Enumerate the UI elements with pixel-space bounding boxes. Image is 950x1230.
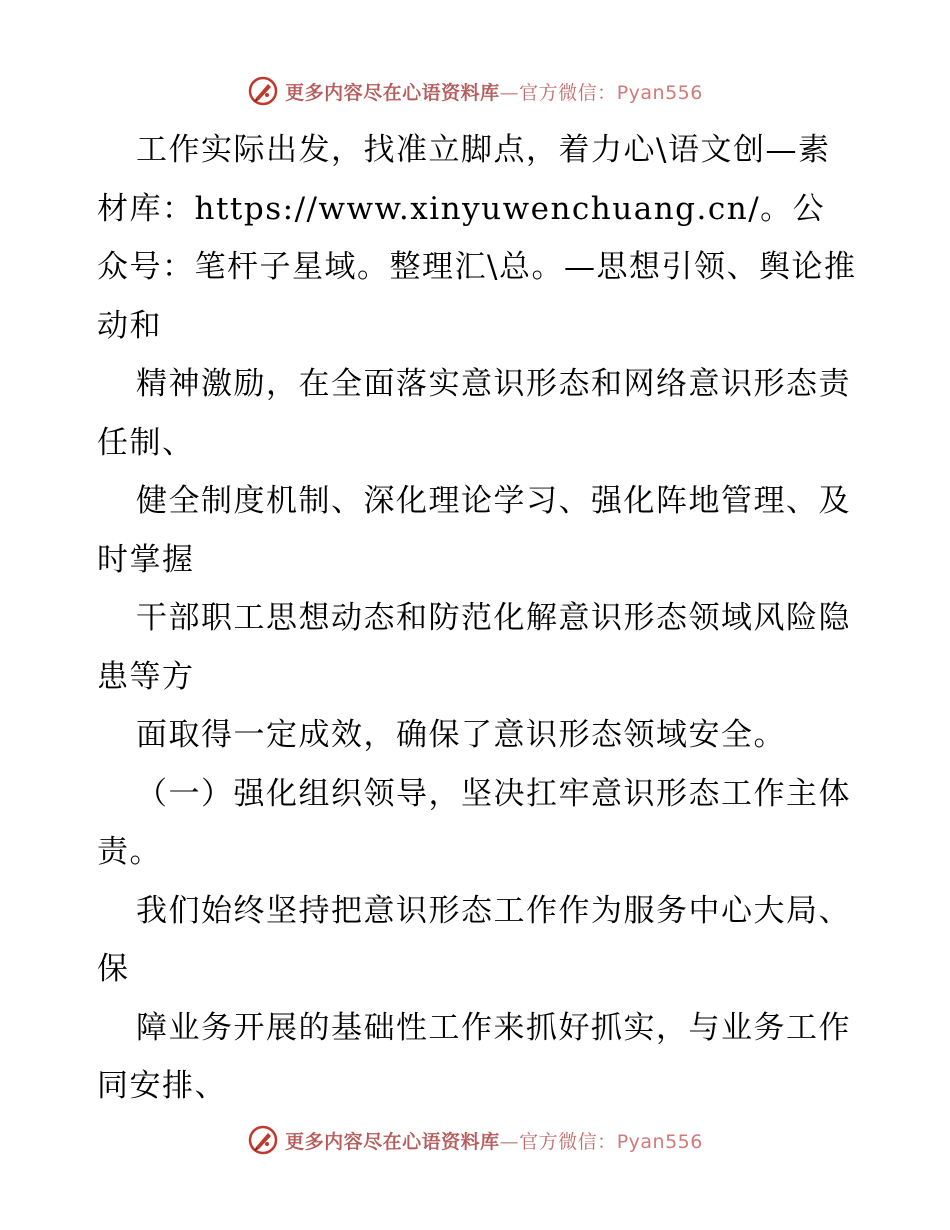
paragraph-4: 干部职工思想动态和防范化解意识形态领域风险隐患等方 <box>97 600 851 695</box>
footer-banner-separator: — <box>499 1130 520 1153</box>
paragraph-8: 障业务开展的基础性工作来抓好抓实，与业务工作同安排、 <box>97 1009 851 1104</box>
pen-logo-icon <box>247 1124 279 1156</box>
footer-banner-wechat-id: Pyan556 <box>616 1130 703 1153</box>
paragraph-5: 面取得一定成效，确保了意识形态领域安全。 <box>136 717 786 753</box>
paragraph-1: 工作实际出发，找准立脚点，着力心\语文创—素材库：https://www.xinyuwenchuang.cn/。公众号：笔杆子星域。整理汇\总。—思想引领、舆论推动和 <box>97 132 857 344</box>
header-banner-main-text: 更多内容尽在心语资料库 <box>285 81 500 104</box>
pen-logo-icon <box>247 75 279 107</box>
header-banner <box>0 71 950 111</box>
header-banner-sub-text: 官方微信： <box>519 81 617 104</box>
paragraph-3: 健全制度机制、深化理论学习、强化阵地管理、及时掌握 <box>97 483 851 578</box>
paragraph-6: （一）强化组织领导，坚决扛牢意识形态工作主体责。 <box>97 775 851 870</box>
paragraph-2: 精神激励，在全面落实意识形态和网络意识形态责任制、 <box>97 366 851 461</box>
header-banner-wechat-id: Pyan556 <box>616 81 703 104</box>
paragraph-7: 我们始终坚持把意识形态工作作为服务中心大局、保 <box>97 892 851 987</box>
footer-banner-sub-text: 官方微信： <box>519 1130 617 1153</box>
footer-banner <box>0 1120 950 1160</box>
footer-banner-main-text: 更多内容尽在心语资料库 <box>285 1130 500 1153</box>
header-banner-separator: — <box>499 81 520 104</box>
document-body <box>97 121 857 1116</box>
